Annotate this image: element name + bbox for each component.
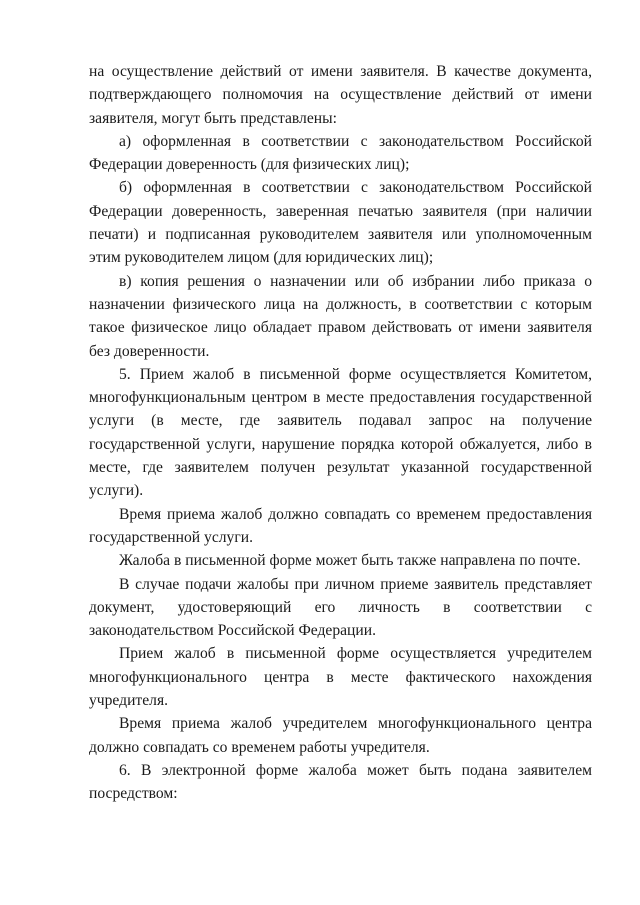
paragraph-founder-time: Время приема жалоб учредителем многофункционального центра должно совпадать со временем работы учредителя. <box>89 715 592 756</box>
document-body <box>89 60 592 806</box>
paragraph-item-a: а) оформленная в соответствии с законодательством Российской Федерации доверенность (для физических лиц); <box>89 132 592 174</box>
paragraph-item-b: б) оформленная в соответствии с законодательством Российской Федерации доверенность, заверенная печатью заявителя (при наличии печати) и подписанная руководителем заявителя или уполномоченным этим руководителем лицом (для юридических лиц); <box>89 179 592 267</box>
paragraph-by-mail: Жалоба в письменной форме может быть также направлена по почте. <box>119 552 581 570</box>
paragraph-reception-time: Время приема жалоб должно совпадать со временем предоставления государственной услуги. <box>89 505 592 546</box>
paragraph-clause-5: 5. Прием жалоб в письменной форме осуществляется Комитетом, многофункциональным центром в месте предоставления государственной услуги (в месте, где заявитель подавал запрос на получение государственной услуги, нарушение порядка которой обжалуется, либо в месте, где заявителем получен результат указанной государственной услуги). <box>89 365 592 500</box>
paragraph-authority-documents: на осуществление действий от имени заявителя. В качестве документа, подтверждающего полномочия на осуществление действий от имени заявителя, могут быть представлены: <box>89 63 592 127</box>
paragraph-personal-reception: В случае подачи жалобы при личном приеме заявитель представляет документ, удостоверяющий его личность в соответствии с законодательством Российской Федерации. <box>89 575 592 640</box>
paragraph-clause-6: 6. В электронной форме жалоба может быть подана заявителем посредством: <box>89 761 592 803</box>
paragraph-item-v: в) копия решения о назначении или об избрании либо приказа о назначении физического лица на должность, в соответствии с которым такое физическое лицо обладает правом действовать от имени заявителя без доверенности. <box>89 272 592 360</box>
paragraph-founder-reception: Прием жалоб в письменной форме осуществляется учредителем многофункционального центра в месте фактического нахождения учредителя. <box>89 645 592 710</box>
